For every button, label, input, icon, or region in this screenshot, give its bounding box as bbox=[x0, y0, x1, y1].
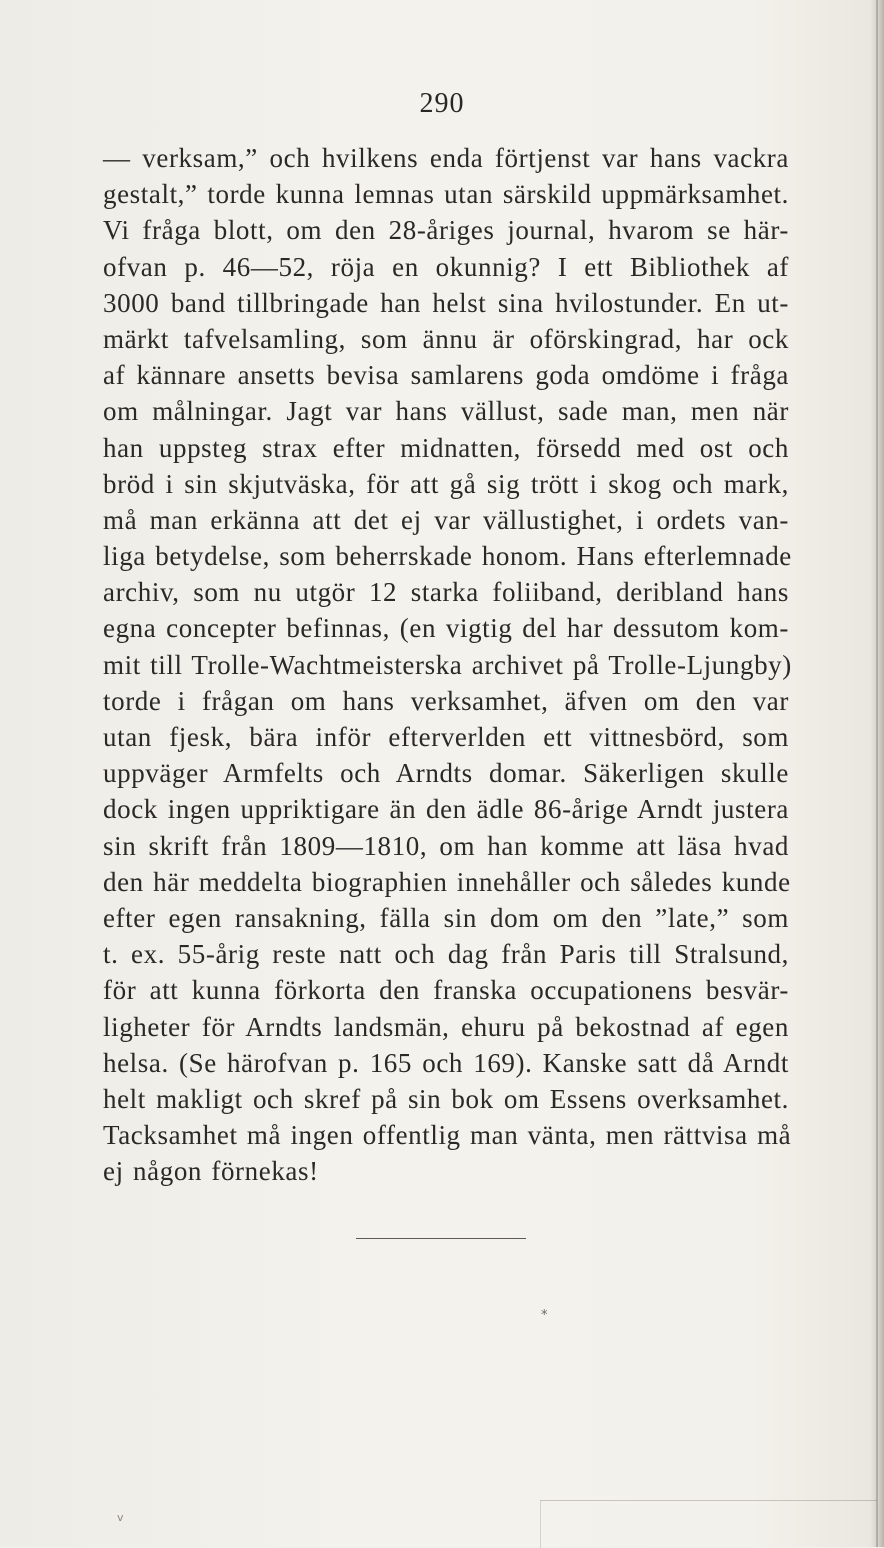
text-line: ofvan p. 46—52, röja en okunnig? I ett Bibliothek af bbox=[103, 251, 789, 282]
text-line: Tacksamhet må ingen offentlig man vänta, men rättvisa må bbox=[103, 1120, 792, 1151]
text-line: 3000 band tillbringade han helst sina hvilostunder. En ut- bbox=[103, 287, 789, 318]
text-line: mit till Trolle-Wachtmeisterska archivet på Trolle-Ljungby) bbox=[103, 649, 792, 680]
signature-mark: v bbox=[117, 1511, 124, 1524]
text-line: uppväger Armfelts och Arndts domar. Säkerligen skulle bbox=[103, 758, 789, 789]
page-number: 290 bbox=[419, 88, 465, 119]
text-line-last: ej någon förnekas! bbox=[103, 1156, 319, 1187]
text-line: Vi fråga blott, om den 28-åriges journal, hvarom se här- bbox=[103, 215, 789, 246]
text-line: helt makligt och skref på sin bok om Essens overksamhet. bbox=[103, 1083, 789, 1114]
text-line: utan fjesk, bära inför efterverlden ett vittnesbörd, som bbox=[103, 722, 789, 752]
closing-rule bbox=[356, 1238, 526, 1239]
text-line: han uppsteg strax efter midnatten, försedd med ost och bbox=[103, 432, 789, 463]
text-line: den här meddelta biographien innehåller och således kunde bbox=[103, 866, 791, 897]
text-line: må man erkänna att det ej var vällustighet, i ordets van- bbox=[103, 504, 789, 535]
text-line: helsa. (Se härofvan p. 165 och 169). Kanske satt då Arndt bbox=[103, 1047, 789, 1078]
text-line: sin skrift från 1809—1810, om han komme att läsa hvad bbox=[103, 830, 789, 861]
text-line: archiv, som nu utgör 12 starka foliiband, deribland hans bbox=[103, 577, 789, 608]
text-line: efter egen ransakning, fälla sin dom om den ”late,” som bbox=[103, 902, 789, 933]
text-line: — verksam,” och hvilkens enda förtjenst var hans vackra bbox=[103, 143, 789, 173]
text-line: märkt tafvelsamling, som ännu är oförskingrad, har ock bbox=[103, 323, 789, 354]
text-line: bröd i sin skjutväska, för att gå sig trött i skog och mark, bbox=[103, 468, 789, 499]
page-edge-line bbox=[876, 0, 878, 1547]
text-line: egna concepter befinnas, (en vigtig del har dessutom kom- bbox=[103, 613, 789, 644]
ornament-mark: * bbox=[541, 1308, 548, 1323]
text-line: dock ingen uppriktigare än den ädle 86-årige Arndt justera bbox=[103, 794, 789, 825]
text-line: om målningar. Jagt var hans vällust, sade man, men när bbox=[103, 396, 789, 427]
text-line: torde i frågan om hans verksamhet, äfven om den var bbox=[103, 685, 789, 716]
text-line: ligheter för Arndts landsmän, ehuru på bekostnad af egen bbox=[103, 1011, 789, 1042]
text-line: af kännare ansetts bevisa samlarens goda omdöme i fråga bbox=[103, 360, 789, 391]
text-line: för att kunna förkorta den franska occupationens besvär- bbox=[103, 975, 789, 1006]
body-text bbox=[103, 140, 792, 1189]
text-line: gestalt,” torde kunna lemnas utan särskild uppmärksamhet. bbox=[103, 179, 789, 210]
page-corner-fold bbox=[540, 1500, 877, 1548]
text-line: t. ex. 55-årig reste natt och dag från Paris till Stralsund, bbox=[103, 939, 789, 970]
text-line: liga betydelse, som beherrskade honom. Hans efterlemnade bbox=[103, 541, 792, 572]
